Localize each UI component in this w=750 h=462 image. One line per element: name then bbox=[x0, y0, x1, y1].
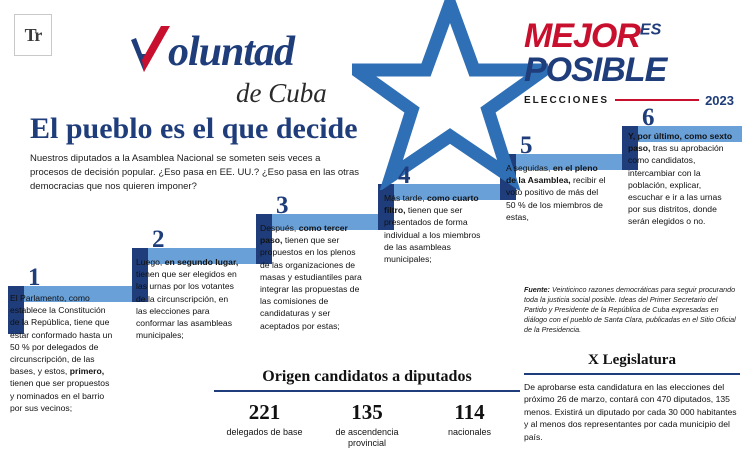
voluntad-logo bbox=[128, 22, 358, 110]
step-number-2: 2 bbox=[152, 226, 165, 253]
origen-divider bbox=[214, 390, 520, 392]
origen-item-number: 135 bbox=[351, 400, 383, 424]
campaign-line2: POSIBLE bbox=[524, 51, 667, 90]
source-label: Fuente: bbox=[524, 285, 550, 294]
origen-item-label: nacionales bbox=[448, 427, 492, 437]
voluntad-title: oluntad bbox=[168, 29, 295, 75]
page-title: El pueblo es el que decide bbox=[30, 112, 358, 145]
campaign-divider bbox=[615, 99, 699, 101]
campaign-year: 2023 bbox=[705, 92, 734, 108]
source-note bbox=[524, 285, 738, 335]
voluntad-subtitle: de Cuba bbox=[236, 78, 327, 108]
source-text: Veinticinco razones democráticas para seguir procurando toda la justicia social posible. Ideas del Primer Secretario del Partido y Presidente de la República de Cuba expresadas en diálogo con el pueblo de Santa Clara, publicadas en el Sitio Oficial de la Presidencia. bbox=[524, 285, 736, 335]
legislatura-divider bbox=[524, 373, 740, 375]
legislatura-panel bbox=[524, 352, 740, 443]
origen-item-number: 221 bbox=[248, 400, 281, 424]
intro-paragraph: Nuestros diputados a la Asamblea Nacional se someten seis veces a procesos de decisión popular. ¿Eso pasa en EE. UU.? ¿Eso pasa en las otras democracias que nos quieren imponer? bbox=[30, 153, 359, 192]
step-text-2: Luego, en segundo lugar, tienen que ser elegidos en las urnas por los votantes de la circunscripción, en las elecciones para conformar las asambleas municipales; bbox=[136, 257, 239, 341]
origen-title: Origen candidatos a diputados bbox=[262, 368, 472, 385]
step-text-3: Después, como tercer paso, tienen que ser propuestos en los plenos de las organizaciones de masas y estudiantiles para integrar las propuestas de las comisiones de candidaturas y ser aceptados por estas; bbox=[260, 223, 362, 331]
campaign-line1-sup: ES bbox=[639, 21, 662, 39]
origen-item bbox=[317, 400, 418, 450]
step-text-5: A seguidas, en el pleno de la Asamblea, recibir el voto positivo de más del 50 % de los miembros de estas, bbox=[506, 163, 606, 222]
campaign-logo bbox=[524, 17, 734, 108]
tr-logo-badge bbox=[14, 14, 52, 56]
step-text-1: El Parlamento, como establece la Constitución de la República, tiene que estar conformado hasta un 50 % por delegados de circunscripción, de las bases, y estos, primero, tienen que ser propuestos y nominados en el barrio por sus vecinos; bbox=[10, 293, 113, 413]
origen-candidatos-panel bbox=[214, 368, 520, 450]
step-number-6: 6 bbox=[642, 104, 655, 131]
step-number-3: 3 bbox=[276, 192, 289, 219]
step-number-5: 5 bbox=[520, 132, 533, 159]
campaign-line1: MEJOR bbox=[524, 17, 640, 55]
origen-item-number: 114 bbox=[454, 400, 485, 424]
origen-item-label: de ascendencia provincial bbox=[335, 427, 399, 449]
step-text-6: Y, por último, como sexto paso, tras su aprobación como candidatos, intercambiar con la población, explicar, escuchar e ir a las urnas por sus distritos, donde serán elegidos o no. bbox=[628, 131, 733, 227]
origen-item bbox=[214, 400, 315, 450]
campaign-elecciones-label: ELECCIONES bbox=[524, 94, 610, 106]
legislatura-text: De aprobarse esta candidatura en las elecciones del próximo 26 de marzo, contará con 470 diputados, 135 menos. Existirá un diputado por cada 30 000 habitantes y al menos dos representantes por cada municipio del país. bbox=[524, 382, 737, 442]
origen-item bbox=[419, 400, 520, 450]
legislatura-title: X Legislatura bbox=[588, 352, 676, 368]
step-text-4: Más tarde, como cuarto filtro, tienen que ser presentados de forma individual a los miembros de las asambleas municipales; bbox=[384, 193, 481, 265]
tr-logo-text: Tr bbox=[24, 24, 42, 45]
origen-item-label: delegados de base bbox=[226, 427, 303, 437]
step-number-1: 1 bbox=[28, 264, 41, 291]
step-number-4: 4 bbox=[398, 162, 411, 189]
